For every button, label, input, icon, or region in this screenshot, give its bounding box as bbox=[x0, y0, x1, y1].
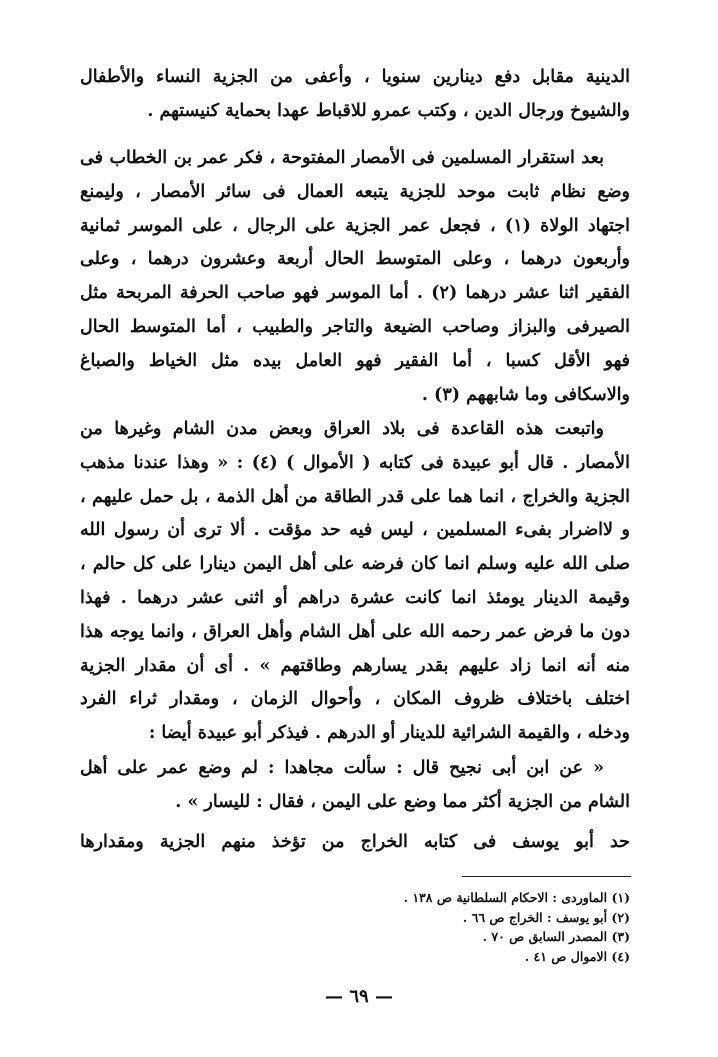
text-line: ودخله ، والقيمة الشرائية للدينار أو الدرهم . فيذكر أبو عبيدة أيضا : bbox=[148, 723, 630, 744]
text-line: والاسكافى وما شابههم (٣) . bbox=[421, 384, 630, 405]
text-line: وضع نظام ثابت موحد للجزية يتبعه العمال فى سائر الأمصار ، وليمنع bbox=[80, 181, 630, 202]
footnote: (١) الماوردى : الاحكام السلطانية ص ١٣٨ . bbox=[403, 890, 630, 905]
paragraph-1 bbox=[80, 61, 630, 129]
text-line: بعد استقرار المسلمين فى الأمصار المفتوحة ، فكر عمر بن الخطاب فى bbox=[80, 148, 604, 168]
text-line: و لااضرار بفىء المسلمين ، ليس فيه حد مؤقت . ألا ترى أن رسول الله bbox=[80, 520, 630, 541]
text-line: والشيوخ ورجال الدين ، وكتب عمرو للاقباط عهدا بحماية كنيستهم . bbox=[147, 100, 630, 121]
text-line: الشام من الجزية أكثر مما وضع على اليمن ، فقال : لليسار » . bbox=[175, 791, 630, 812]
text-line: منه أنه انما زاد عليهم بقدر يسارهم وطاقتهم » . أى أن مقدار الجزية bbox=[80, 655, 630, 676]
text-line: واتبعت هذه القاعدة فى بلاد العراق وبعض مدن الشام وغيرها من bbox=[80, 419, 604, 439]
page-number: — ٦٩ — bbox=[325, 986, 393, 1007]
text-line: حد أبو يوسف فى كتابه الخراج من تؤخذ منهم الجزية ومقدارها bbox=[80, 832, 630, 852]
footnotes bbox=[330, 888, 630, 966]
paragraph-2 bbox=[80, 142, 630, 412]
paragraph-3 bbox=[80, 413, 630, 751]
text-line: فهو الأقل كسبا ، أما الفقير فهو العامل بيده مثل الخياط والصباغ bbox=[80, 350, 630, 371]
footnote: (٤) الاموال ص ٤١ . bbox=[524, 948, 630, 964]
text-line: الصيرفى والبزاز وصاحب الضيعة والتاجر والطبيب ، أما المتوسط الحال bbox=[80, 316, 630, 337]
text-line: اجتهاد الولاة (١) ، فجعل عمر الجزية على الرجال ، على الموسر ثمانية bbox=[80, 215, 630, 236]
text-line: الفقير اثنا عشر درهما (٢) . أما الموسر فهو صاحب الحرفة المربحة مثل bbox=[80, 283, 630, 304]
text-line: دون ما فرض عمر رحمه الله على أهل الشام وأهل العراق ، وانما يوجه هذا bbox=[80, 621, 630, 642]
text-line: الدينية مقابل دفع دينارين سنويا ، وأعفى من الجزية النساء والأطفال bbox=[80, 67, 630, 87]
text-line: وقيمة الدينار يومئذ انما كانت عشرة دراهم أو اثنى عشر درهما . فهذا bbox=[80, 587, 630, 608]
paragraph-5 bbox=[80, 826, 630, 860]
footnote-divider bbox=[462, 876, 631, 877]
text-line: صلى الله عليه وسلم انما كان فرضه على أهل اليمن دينارا على كل حالم ، bbox=[80, 554, 630, 575]
text-line: الجزية والخراج ، انما هما على قدر الطاقة من أهل الذمة ، بل حمل عليهم ، bbox=[80, 486, 630, 507]
footnote: (٣) المصدر السابق ص ٧٠ . bbox=[482, 929, 630, 944]
quote-paragraph bbox=[80, 752, 630, 820]
footnote: (٢) أبو يوسف : الخراج ص ٦٦ . bbox=[462, 909, 630, 925]
text-line: اختلف باختلاف ظروف المكان ، وأحوال الزمان ، ومقدار ثراء الفرد bbox=[80, 689, 630, 710]
text-line: وأربعون درهما ، وعلى المتوسط الحال أربعة وعشرون درهما ، وعلى bbox=[80, 249, 630, 270]
text-line: الأمصار . قال أبو عبيدة فى كتابه ( الأموال ) (٤) : « وهذا عندنا مذهب bbox=[80, 452, 631, 473]
text-line: « عن ابن أبى نجيح قال : سألت مجاهدا : لم وضع عمر على أهل bbox=[80, 758, 604, 778]
